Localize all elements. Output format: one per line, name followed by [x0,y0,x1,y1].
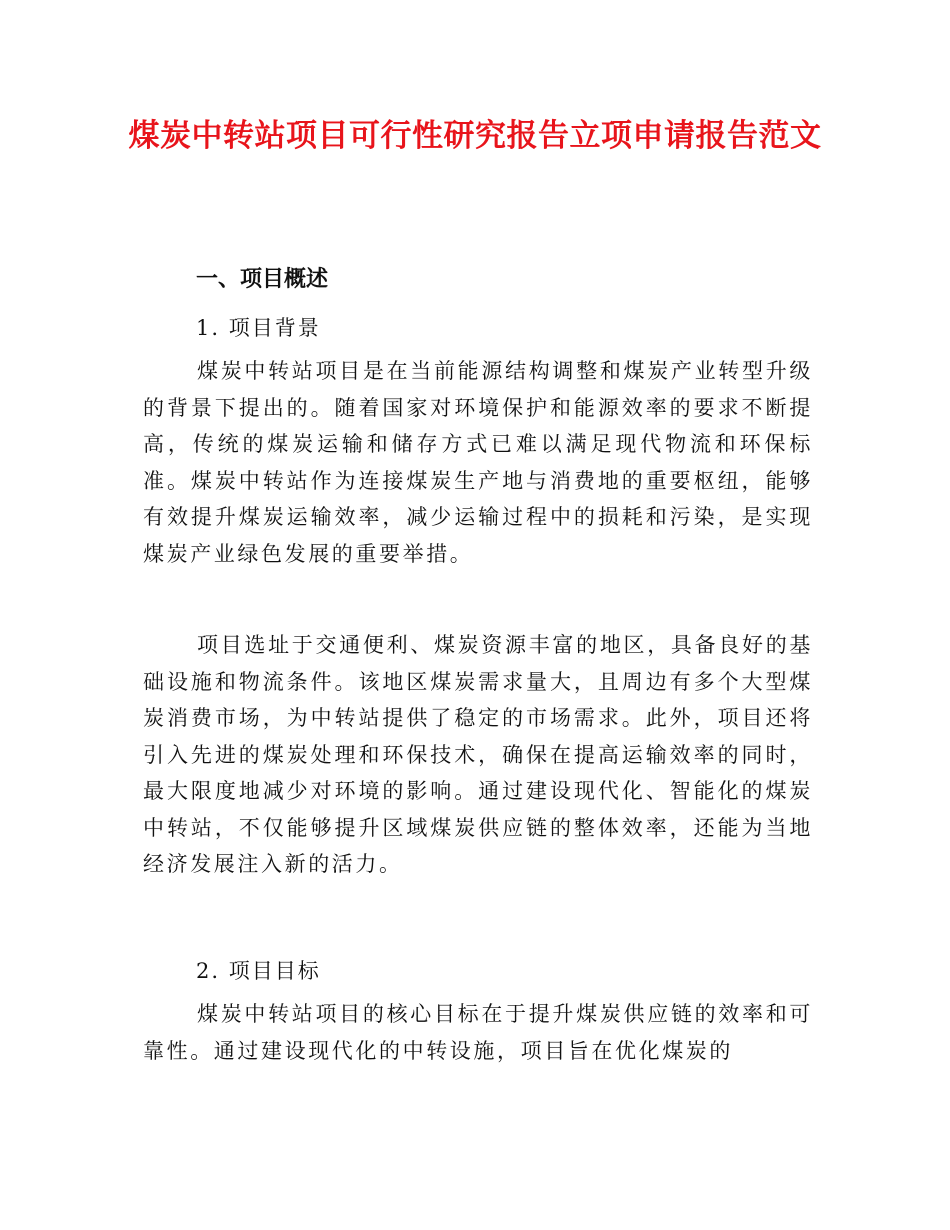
background-paragraphs [143,353,813,572]
subheading-objectives: 2. 项目目标 [196,959,321,983]
subheading-background: 1. 项目背景 [196,316,321,340]
location-paragraphs [143,627,813,883]
paragraph-background-1: 煤炭中转站项目是在当前能源结构调整和煤炭产业转型升级的背景下提出的。随着国家对环境保护和能源效率的要求不断提高，传统的煤炭运输和储存方式已难以满足现代物流和环保标准。煤炭中转站作为连接煤炭生产地与消费地的重要枢纽，能够有效提升煤炭运输效率，减少运输过程中的损耗和污染，是实现煤炭产业绿色发展的重要举措。 [143,359,813,566]
document-title: 煤炭中转站项目可行性研究报告立项申请报告范文 [128,118,822,154]
objectives-paragraphs [143,996,813,1069]
paragraph-objectives-1: 煤炭中转站项目的核心目标在于提升煤炭供应链的效率和可靠性。通过建设现代化的中转设施，项目旨在优化煤炭的 [143,1002,813,1063]
paragraph-background-2: 项目选址于交通便利、煤炭资源丰富的地区，具备良好的基础设施和物流条件。该地区煤炭需求量大，且周边有多个大型煤炭消费市场，为中转站提供了稳定的市场需求。此外，项目还将引入先进的煤炭处理和环保技术，确保在提高运输效率的同时，最大限度地减少对环境的影响。通过建设现代化、智能化的煤炭中转站，不仅能够提升区域煤炭供应链的整体效率，还能为当地经济发展注入新的活力。 [143,633,813,876]
section-heading-overview: 一、项目概述 [196,267,329,292]
